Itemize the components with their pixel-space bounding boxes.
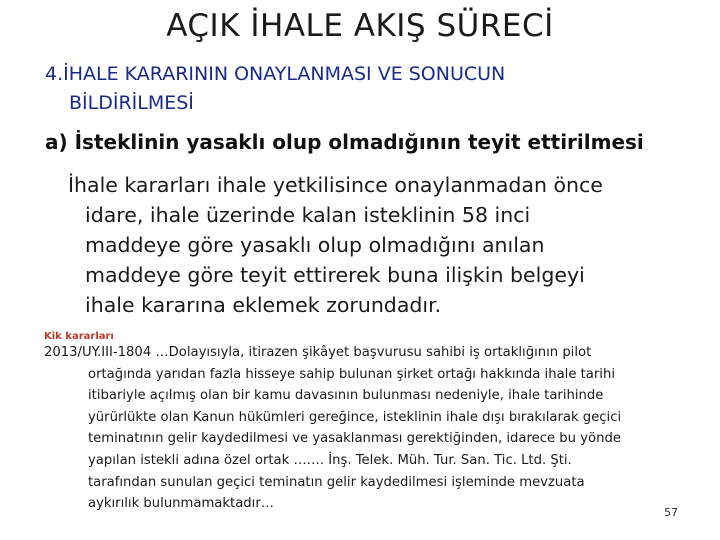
- section-heading-line-2: BİLDİRİLMESİ: [69, 92, 194, 114]
- body-line: idare, ihale üzerinde kalan isteklinin 58 inci: [85, 203, 531, 227]
- decision-line: tarafından sunulan geçici teminatın gelir kaydedilmesi işleminde mevzuata: [88, 474, 585, 490]
- body-paragraph: [68, 170, 708, 320]
- body-line: İhale kararları ihale yetkilisince onaylanmadan önce: [68, 173, 603, 197]
- decision-line: ortağında yarıdan fazla hisseye sahip bulunan şirket ortağı hakkında ihale tarihi: [88, 366, 615, 382]
- kik-decisions-label: Kik kararları: [44, 331, 114, 342]
- kik-decision-quote: [44, 342, 684, 515]
- section-heading-line-1: 4.İHALE KARARININ ONAYLANMASI VE SONUCUN: [45, 63, 506, 85]
- page-number: 57: [664, 506, 678, 519]
- body-line: ihale kararına eklemek zorundadır.: [85, 293, 442, 317]
- decision-line: 2013/UY.III-1804 …Dolayısıyla, itirazen şikâyet başvurusu sahibi iş ortaklığının pilot: [44, 345, 592, 360]
- decision-line: yapılan istekli adına özel ortak ……. İnş. Telek. Müh. Tur. San. Tic. Ltd. Şti.: [88, 452, 572, 468]
- section-heading: [45, 60, 695, 118]
- subsection-heading: a) İsteklinin yasaklı olup olmadığının teyit ettirilmesi: [45, 130, 644, 154]
- body-line: maddeye göre teyit ettirerek buna ilişkin belgeyi: [85, 263, 585, 287]
- body-line: maddeye göre yasaklı olup olmadığını anılan: [85, 233, 545, 257]
- decision-line: aykırılık bulunmamaktadır…: [88, 496, 274, 512]
- decision-line: yürürlükte olan Kanun hükümleri gereğince, isteklinin ihale dışı bırakılarak geçici: [88, 409, 622, 425]
- decision-line: itibariyle açılmış olan bir kamu davasının bulunması nedeniyle, ihale tarihinde: [88, 388, 604, 404]
- decision-line: teminatının gelir kaydedilmesi ve yasaklanması gerektiğinden, idarece bu yönde: [88, 431, 621, 447]
- slide-title: AÇIK İHALE AKIŞ SÜRECİ: [166, 8, 554, 44]
